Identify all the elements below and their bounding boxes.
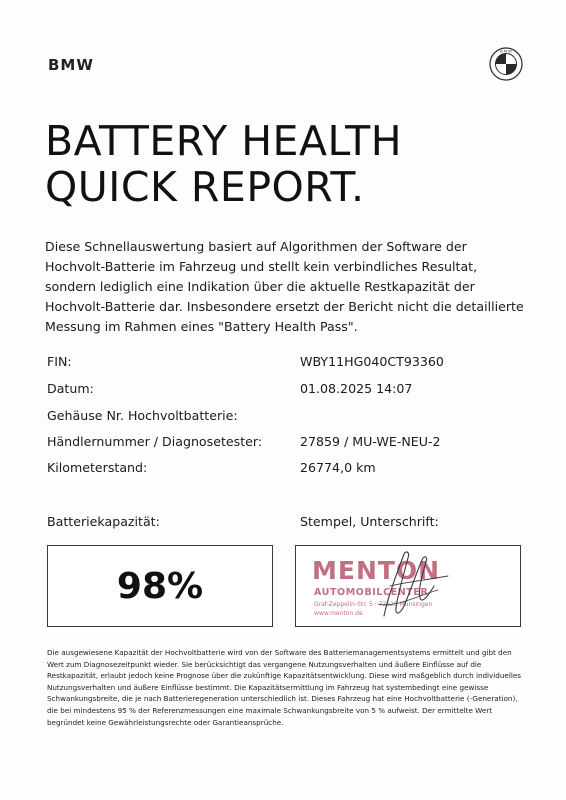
- disclaimer-paragraph: Die ausgewiesene Kapazität der Hochvoltbatterie wird von der Software des Batteriemanagementsystems ermittelt und gibt den Wert zum Diagnosezeitpunkt wieder. Sie berücksichtigt das vergangene Nutzungsverhalten und äußere Einflüsse auf die Restkapazität, erlaubt jedoch keine Prognose über die zukünftige Kapazitätsentwicklung. Diese wird maßgeblich durch individuelles Nutzungsverhalten und äußere Einflüsse bestimmt. Die Kapazitätsermittlung im Fahrzeug hat systembedingt eine gewisse Schwankungsbreite, die je nach Batterieregeneration unterschiedlich ist. Dieses Fahrzeug hat eine Hochvoltbatterie (-Generation), die bei mindestens 95 % der Referenzmessungen eine maximale Schwankungsbreite von 5 % aufweist. Der ermittelte Wert begründet keine Gewährleistungsrechte oder Garantieansprüche.: [47, 648, 522, 727]
- datum-value: 01.08.2025 14:07: [300, 381, 413, 396]
- intro-paragraph: Diese Schnellauswertung basiert auf Algorithmen der Software der Hochvolt-Batterie im Fahrzeug und stellt kein verbindliches Resultat, sondern lediglich eine Indikation über die aktuelle Restkapazität der Hochvolt-Batterie dar. Insbesondere ersetzt der Bericht nicht die detaillierte Messung im Rahmen eines "Battery Health Pass".: [45, 239, 524, 334]
- handwritten-signature: [326, 546, 476, 624]
- dealer-number-value: 27859 / MU-WE-NEU-2: [300, 434, 441, 449]
- battery-capacity-value: 98%: [116, 565, 204, 607]
- stamp-address: Graf-Zeppelin-Str. 5 · 72525 Münsingen: [314, 601, 433, 608]
- fin-label: FIN:: [47, 354, 72, 369]
- datum-label: Datum:: [47, 381, 94, 396]
- stamp-company-name: MENTON: [312, 556, 441, 585]
- stamp-signature-label: Stempel, Unterschrift:: [300, 514, 439, 529]
- stamp-url: www.menton.de: [314, 610, 363, 617]
- battery-capacity-label: Batteriekapazität:: [47, 514, 160, 529]
- report-title: [45, 118, 402, 210]
- fin-value: WBY11HG040CT93360: [300, 354, 444, 369]
- dealer-number-label: Händlernummer / Diagnosetester:: [47, 434, 263, 449]
- svg-text:B M W: B M W: [500, 49, 512, 54]
- mileage-label: Kilometerstand:: [47, 460, 148, 475]
- stamp-box: [295, 545, 521, 627]
- report-title-line-1: BATTERY HEALTH: [45, 117, 403, 165]
- mileage-value: 26774,0 km: [300, 460, 376, 475]
- battery-housing-label: Gehäuse Nr. Hochvoltbatterie:: [47, 408, 238, 423]
- stamp-company-subtitle: AUTOMOBILCENTER: [314, 587, 429, 598]
- report-title-line-2: QUICK REPORT.: [45, 163, 365, 211]
- bmw-roundel-logo: [489, 47, 523, 81]
- battery-capacity-box: [47, 545, 273, 627]
- brand-wordmark: BMW: [48, 56, 94, 74]
